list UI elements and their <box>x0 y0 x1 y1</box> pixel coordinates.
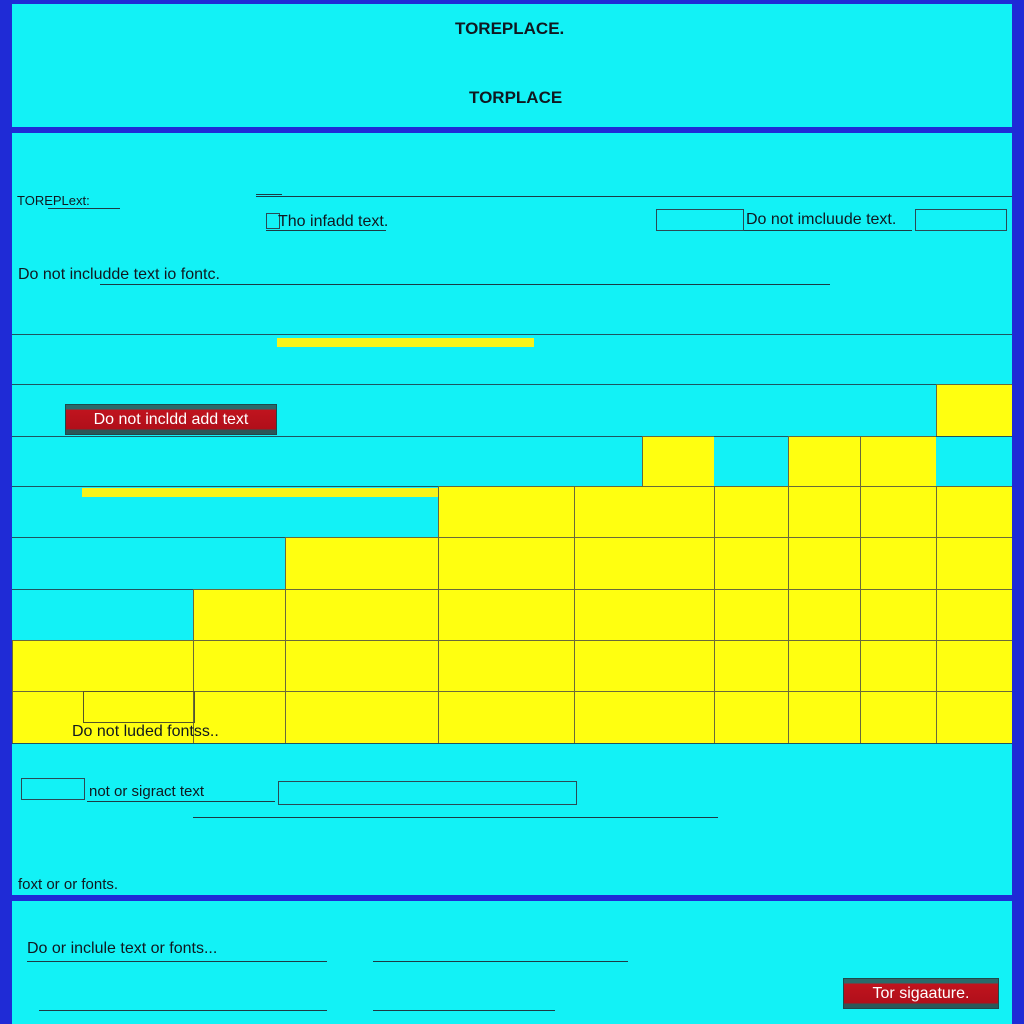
note-text: foxt or or fonts. <box>18 876 119 893</box>
signature-button[interactable]: Tor sigaature. <box>843 978 999 1009</box>
right-field-underline <box>744 230 912 231</box>
highlight-cell <box>788 589 860 640</box>
highlight-cell <box>860 640 936 691</box>
footer-line-label: Do or inclule text or fonts... <box>27 940 218 957</box>
highlight-cell <box>936 589 1012 640</box>
footer-panel <box>12 901 1012 1024</box>
grid-label: Do not luded fontss.. <box>72 723 219 740</box>
header-title-top: TOREPLACE. <box>455 19 565 38</box>
row-underline <box>100 284 830 285</box>
highlight-cell <box>714 691 788 743</box>
section-rule-9 <box>12 743 1012 744</box>
highlight-cell <box>936 691 1012 743</box>
field-label-small: TOREPLext: <box>17 193 90 208</box>
highlight-cell <box>860 691 936 743</box>
highlight-cell <box>285 537 438 589</box>
highlight-cell <box>574 486 714 537</box>
highlight-cell <box>12 640 193 691</box>
right-input-left[interactable] <box>656 209 744 231</box>
highlight-cell <box>193 589 285 640</box>
action-button[interactable]: Do not incldd add text <box>65 404 277 435</box>
lower-input-right[interactable] <box>278 781 577 805</box>
highlight-cell <box>714 589 788 640</box>
highlight-cell <box>788 486 860 537</box>
highlight-cell <box>438 640 574 691</box>
highlight-cell <box>574 537 714 589</box>
footer-underline-1 <box>27 961 327 962</box>
right-input-right[interactable] <box>915 209 1007 231</box>
top-rule <box>256 196 1012 197</box>
highlight-cell <box>714 486 788 537</box>
footer-underline-3 <box>39 1010 327 1011</box>
header-title-bottom: TORPLACE <box>469 88 563 107</box>
highlight-cell <box>788 436 860 486</box>
highlight-cell <box>788 691 860 743</box>
highlight-cell <box>860 537 936 589</box>
highlight-cell <box>438 537 574 589</box>
checkbox-underline <box>266 230 386 231</box>
highlight-cell <box>574 589 714 640</box>
highlight-cell <box>936 537 1012 589</box>
highlight-cell <box>788 537 860 589</box>
highlight-cell <box>936 384 1012 436</box>
header-panel <box>12 4 1012 127</box>
highlight-cell <box>936 486 1012 537</box>
highlight-cell <box>860 589 936 640</box>
highlight-cell <box>936 640 1012 691</box>
lower-input-left[interactable] <box>21 778 85 800</box>
highlight-cell <box>714 537 788 589</box>
highlight-cell <box>860 486 936 537</box>
highlight-strip-1 <box>277 338 534 347</box>
field-underline-small <box>48 208 120 209</box>
row-label: Do not includde text io fontc. <box>18 266 220 283</box>
grid-input-box[interactable] <box>83 691 195 723</box>
highlight-cell <box>438 486 574 537</box>
highlight-cell <box>860 436 936 486</box>
highlight-cell <box>574 691 714 743</box>
highlight-cell <box>574 640 714 691</box>
checkbox-label-2: not or sigract text <box>89 783 205 800</box>
highlight-cell <box>642 436 714 486</box>
lower-underline-2 <box>193 817 718 818</box>
highlight-cell <box>285 691 438 743</box>
section-rule-2 <box>12 384 1012 385</box>
main-form-panel <box>12 133 1012 895</box>
checkbox-label: Tho infadd text. <box>278 213 389 230</box>
highlight-cell <box>285 589 438 640</box>
section-rule-1 <box>12 334 1012 335</box>
highlight-cell <box>438 589 574 640</box>
footer-underline-2 <box>373 961 628 962</box>
lower-underline-1 <box>87 801 275 802</box>
highlight-cell <box>285 640 438 691</box>
right-field-label: Do not imcluude text. <box>746 211 897 228</box>
top-rule-dash <box>256 194 282 195</box>
footer-underline-4 <box>373 1010 555 1011</box>
highlight-cell <box>788 640 860 691</box>
highlight-cell <box>193 640 285 691</box>
highlight-cell <box>438 691 574 743</box>
highlight-cell <box>714 640 788 691</box>
